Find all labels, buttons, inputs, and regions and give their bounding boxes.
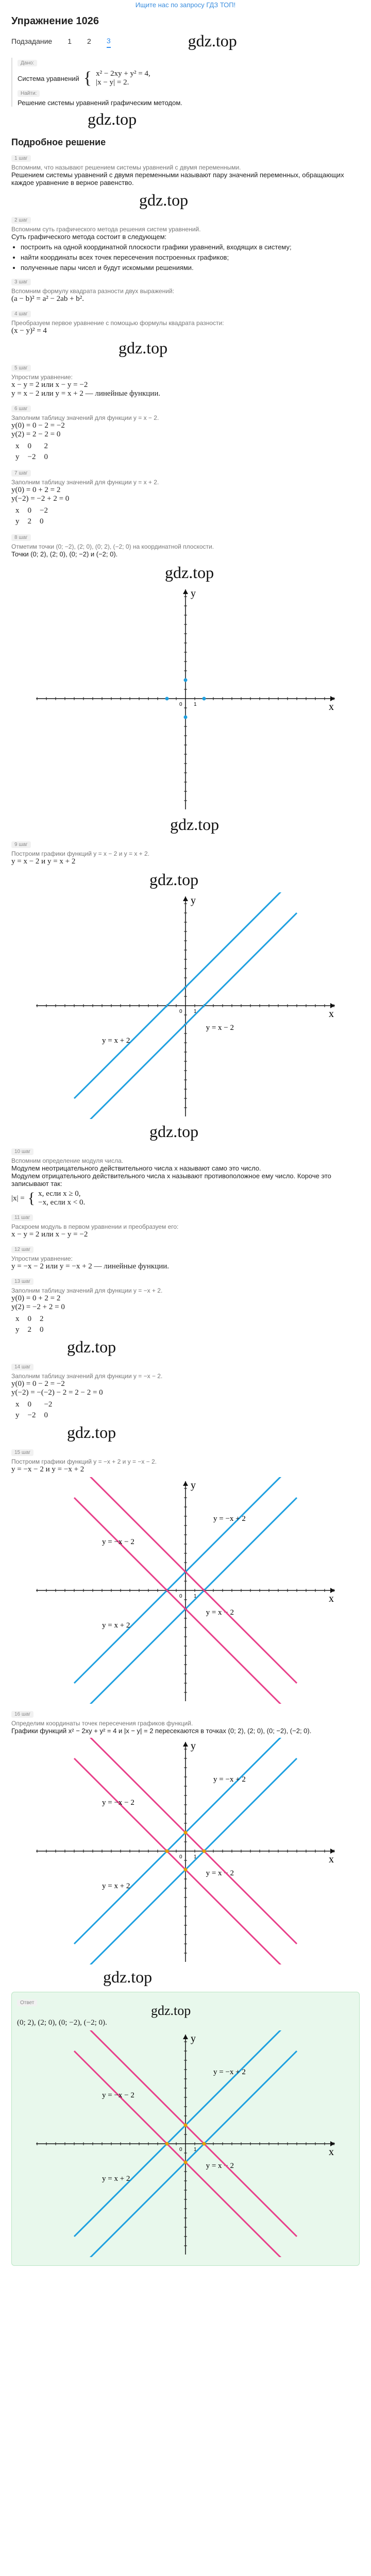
step-label: 14 шаг bbox=[11, 1364, 33, 1370]
modulus-case: x, если x ≥ 0, bbox=[38, 1190, 81, 1198]
line-label: y = x + 2 bbox=[102, 2175, 130, 2183]
y-axis-arrow bbox=[183, 589, 188, 594]
step-label: 4 шаг bbox=[11, 311, 31, 317]
tab-3[interactable]: 3 bbox=[107, 35, 111, 48]
step-note: Упростим уравнение: bbox=[11, 374, 73, 381]
step-text: Точки (0; 2), (2; 0), (0; −2) и (−2; 0). bbox=[11, 550, 118, 558]
step-10: 10 шаг Вспомним определение модуля числа. Модулем неотрицательного действительного числа x называют само это число. Модулем отрицательного действительного числа x называют противоположное ему число. Короче это записывают так: |x| = { x, если x ≥ 0, −x, если x < 0. bbox=[11, 1146, 360, 1207]
value-table: x 0 2 y −2 0 bbox=[15, 442, 48, 461]
line-label: y = −x − 2 bbox=[102, 2091, 134, 2099]
x-axis-label: x bbox=[329, 701, 334, 713]
step-text: Модулем неотрицательного действительного числа x называют само это число. bbox=[11, 1164, 261, 1172]
watermark: gdz.top bbox=[67, 1423, 116, 1442]
watermark: gdz.top bbox=[170, 815, 220, 834]
step-label: 7 шаг bbox=[11, 470, 31, 477]
watermark: gdz.top bbox=[151, 2003, 191, 2018]
point bbox=[184, 1868, 188, 1872]
step-3 bbox=[11, 277, 360, 303]
value-table: x 0 −2 y 2 0 bbox=[15, 506, 48, 526]
step-note: Вспомним, что называют решением системы уравнений с двумя переменными. bbox=[11, 164, 241, 171]
step-text: y = −x − 2 и y = −x + 2 bbox=[11, 1465, 85, 1473]
y-axis-arrow bbox=[183, 1742, 188, 1747]
step-label: 2 шаг bbox=[11, 217, 31, 224]
x-axis-label: x bbox=[329, 1008, 334, 1020]
formula: y = x − 2 или y = x + 2 — линейные функции. bbox=[11, 389, 161, 398]
step-11 bbox=[11, 1212, 360, 1239]
watermark: gdz.top bbox=[67, 1337, 116, 1356]
watermark: gdz.top bbox=[188, 31, 237, 50]
line-label: y = −x + 2 bbox=[213, 1775, 246, 1784]
formula: x − y = 2 или x − y = −2 bbox=[11, 381, 88, 389]
x-axis-arrow bbox=[330, 1588, 335, 1593]
tab-2[interactable]: 2 bbox=[87, 37, 91, 45]
x-axis-arrow bbox=[330, 1849, 335, 1854]
unit-label: 1 bbox=[194, 2147, 197, 2153]
eq1: x² − 2xy + y² = 4, bbox=[96, 70, 150, 78]
answer-box bbox=[11, 1992, 360, 2266]
bullet: • построить на одной координатной плоскости графики уравнений, входящих в систему; bbox=[21, 243, 360, 251]
formula: (x − y)² = 4 bbox=[11, 327, 47, 335]
point bbox=[184, 1831, 188, 1835]
line-label: y = x − 2 bbox=[206, 2161, 234, 2170]
x-axis-arrow bbox=[330, 696, 335, 701]
formula: y(0) = 0 + 2 = 2 bbox=[11, 1294, 61, 1302]
find-label: Найти: bbox=[18, 90, 40, 97]
graph-all-lines bbox=[31, 1477, 340, 1704]
point bbox=[165, 1850, 169, 1853]
step-label: 16 шаг bbox=[11, 1711, 33, 1718]
formula: y(−2) = −(−2) − 2 = 2 − 2 = 0 bbox=[11, 1388, 103, 1397]
line-label: y = x − 2 bbox=[206, 1869, 234, 1877]
line-label: y = x + 2 bbox=[102, 1882, 130, 1890]
line-label: y = −x + 2 bbox=[213, 1515, 246, 1523]
bullet: • полученные пары чисел и будут искомыми решениями. bbox=[21, 264, 360, 272]
step-label: 13 шаг bbox=[11, 1278, 33, 1285]
watermark: gdz.top bbox=[139, 191, 189, 209]
step-text: Графики функций x² − 2xy + y² = 4 и |x − y| = 2 пересекаются в точках (0; 2), (2; 0), (0; −2), (−2; 0). bbox=[11, 1727, 312, 1735]
origin-label: 0 bbox=[179, 702, 182, 707]
step-label: 1 шаг bbox=[11, 155, 31, 162]
graph-intersections bbox=[31, 1738, 340, 1964]
point bbox=[203, 1850, 206, 1853]
step-note: Раскроем модуль в первом уравнении и преобразуем его: bbox=[11, 1223, 179, 1230]
answer-text: (0; 2), (2; 0), (0; −2), (−2; 0). bbox=[17, 2019, 107, 2027]
step-7 bbox=[11, 468, 360, 527]
formula: y(2) = 2 − 2 = 0 bbox=[11, 430, 61, 438]
origin-label: 0 bbox=[179, 1009, 182, 1014]
step-note: Заполним таблицу значений для функции y = x + 2. bbox=[11, 479, 159, 486]
watermark: gdz.top bbox=[149, 870, 199, 889]
y-axis-label: y bbox=[191, 1740, 196, 1752]
formula: y(0) = 0 − 2 = −2 bbox=[11, 421, 65, 430]
step-13 bbox=[11, 1276, 360, 1335]
solution-title: Подробное решение bbox=[11, 137, 106, 147]
step-label: 5 шаг bbox=[11, 365, 31, 371]
y-axis-label: y bbox=[191, 588, 196, 599]
x-axis-label: x bbox=[329, 1593, 334, 1604]
step-1 bbox=[11, 153, 360, 187]
formula: y(0) = 0 − 2 = −2 bbox=[11, 1380, 65, 1388]
y-axis-label: y bbox=[191, 895, 196, 906]
formula: y = −x − 2 или y = −x + 2 — линейные функции. bbox=[11, 1262, 170, 1270]
step-note: Вспомним суть графического метода решения систем уравнений. bbox=[11, 226, 201, 233]
point bbox=[184, 679, 188, 682]
watermark: gdz.top bbox=[149, 1122, 199, 1141]
subtask-tabs bbox=[11, 31, 371, 50]
value-table: x 0 −2 y −2 0 bbox=[15, 1400, 53, 1419]
graph-answer bbox=[31, 2030, 340, 2257]
step-label: 8 шаг bbox=[11, 534, 31, 541]
step-16 bbox=[11, 1709, 360, 1735]
step-text: Модулем отрицательного действительного числа x называют противоположное ему число. Короче это записывают так: bbox=[11, 1172, 331, 1188]
graph-blue-lines bbox=[31, 892, 340, 1119]
step-note: Построим графики функций y = −x + 2 и y = −x − 2. bbox=[11, 1458, 157, 1465]
origin-label: 0 bbox=[179, 2147, 182, 2153]
point bbox=[165, 697, 169, 701]
formula: y(−2) = −2 + 2 = 0 bbox=[11, 495, 70, 503]
condition-card: Дано: Система уравнений { x² − 2xy + y² = 4, |x − y| = 2. Найти: Решение системы уравнений графическим методом. bbox=[11, 58, 360, 107]
condition-label: Дано: bbox=[18, 60, 37, 66]
step-text: y = x − 2 и y = x + 2 bbox=[11, 857, 76, 866]
step-8 bbox=[11, 532, 360, 558]
point bbox=[203, 697, 206, 701]
step-label: 10 шаг bbox=[11, 1148, 33, 1155]
promo-banner[interactable]: Ищите нас по запросу ГДЗ ТОП! bbox=[135, 1, 236, 9]
point bbox=[203, 2142, 206, 2146]
step-label: 15 шаг bbox=[11, 1449, 33, 1456]
condition-text: Система уравнений bbox=[18, 74, 79, 82]
origin-label: 0 bbox=[179, 1594, 182, 1599]
y-axis-label: y bbox=[191, 2033, 196, 2044]
step-14 bbox=[11, 1362, 360, 1421]
bullet: • найти координаты всех точек пересечения построенных графиков; bbox=[21, 253, 360, 261]
step-label: 3 шаг bbox=[11, 279, 31, 285]
y-axis-arrow bbox=[183, 896, 188, 901]
point bbox=[165, 2142, 169, 2146]
origin-label: 0 bbox=[179, 1854, 182, 1860]
y-axis-arrow bbox=[183, 1481, 188, 1486]
step-text: Решением системы уравнений с двумя переменными называют пару значений переменных, обращающих каждое уравнение в верное равенство. bbox=[11, 171, 344, 187]
modulus-case: −x, если x < 0. bbox=[38, 1198, 86, 1207]
eq2: |x − y| = 2. bbox=[96, 78, 129, 87]
page bbox=[0, 11, 371, 2266]
step-label: 6 шаг bbox=[11, 405, 31, 412]
answer-label: Ответ bbox=[17, 1999, 37, 2006]
x-axis-arrow bbox=[330, 2141, 335, 2146]
step-label: 12 шаг bbox=[11, 1246, 33, 1253]
line-label: y = x − 2 bbox=[206, 1023, 234, 1032]
step-label: 11 шаг bbox=[11, 1214, 33, 1221]
step-note: Вспомним определение модуля числа. bbox=[11, 1157, 124, 1164]
unit-label: 1 bbox=[194, 702, 197, 707]
formula: y(2) = −2 + 2 = 0 bbox=[11, 1303, 65, 1311]
line-label: y = x + 2 bbox=[102, 1621, 130, 1630]
step-text: Суть графического метода состоит в следующем: bbox=[11, 233, 167, 241]
find-text: Решение системы уравнений графическим методом. bbox=[18, 99, 182, 107]
x-axis-label: x bbox=[329, 2146, 334, 2158]
point bbox=[184, 2161, 188, 2164]
step-label: 9 шаг bbox=[11, 841, 31, 848]
page-title: Упражнение 1026 bbox=[11, 15, 99, 27]
y-axis-label: y bbox=[191, 1480, 196, 1491]
step-note: Упростим уравнение: bbox=[11, 1255, 73, 1262]
unit-label: 1 bbox=[194, 1854, 197, 1860]
step-note: Построим графики функций y = x − 2 и y = x + 2. bbox=[11, 850, 150, 857]
step-note: Отметим точки (0; −2), (2; 0), (0; 2), (−2; 0) на координатной плоскости. bbox=[11, 543, 214, 550]
line-label: y = −x + 2 bbox=[213, 2068, 246, 2076]
watermark: gdz.top bbox=[88, 110, 137, 128]
unit-label: 1 bbox=[194, 1009, 197, 1014]
watermark: gdz.top bbox=[103, 1968, 153, 1986]
formula: (a − b)² = a² − 2ab + b². bbox=[11, 295, 85, 303]
step-4 bbox=[11, 309, 360, 335]
watermark: gdz.top bbox=[119, 338, 168, 357]
line-label: y = −x − 2 bbox=[102, 1799, 134, 1807]
step-9 bbox=[11, 839, 360, 866]
x-axis-label: x bbox=[329, 1854, 334, 1865]
line-label: y = −x − 2 bbox=[102, 1538, 134, 1546]
step-note: Заполним таблицу значений для функции y = −x + 2. bbox=[11, 1287, 163, 1294]
graph-points bbox=[31, 585, 340, 812]
point bbox=[184, 716, 188, 719]
step-note: Заполним таблицу значений для функции y = x − 2. bbox=[11, 414, 159, 421]
x-axis-arrow bbox=[330, 1003, 335, 1008]
value-table: x 0 2 y 2 0 bbox=[15, 1315, 44, 1334]
unit-label: 1 bbox=[194, 1594, 197, 1599]
point bbox=[184, 2124, 188, 2127]
tabs-label: Подзадание bbox=[11, 37, 53, 45]
step-15 bbox=[11, 1447, 360, 1474]
line-label: y = x + 2 bbox=[102, 1037, 130, 1045]
step-note: Вспомним формулу квадрата разности двух выражений: bbox=[11, 287, 175, 295]
tab-1[interactable]: 1 bbox=[68, 37, 72, 45]
watermark: gdz.top bbox=[165, 563, 214, 582]
formula: y(0) = 0 + 2 = 2 bbox=[11, 486, 61, 494]
step-note: Преобразуем первое уравнение с помощью формулы квадрата разности: bbox=[11, 319, 224, 327]
formula: x − y = 2 или x − y = −2 bbox=[11, 1230, 88, 1239]
line-label: y = x − 2 bbox=[206, 1608, 234, 1617]
step-note: Определим координаты точек пересечения графиков функций. bbox=[11, 1720, 193, 1727]
step-note: Заполним таблицу значений для функции y = −x − 2. bbox=[11, 1372, 163, 1380]
step-12 bbox=[11, 1244, 360, 1271]
y-axis-arrow bbox=[183, 2035, 188, 2039]
step-5 bbox=[11, 363, 360, 398]
step-6 bbox=[11, 403, 360, 463]
step-2 bbox=[11, 215, 360, 272]
